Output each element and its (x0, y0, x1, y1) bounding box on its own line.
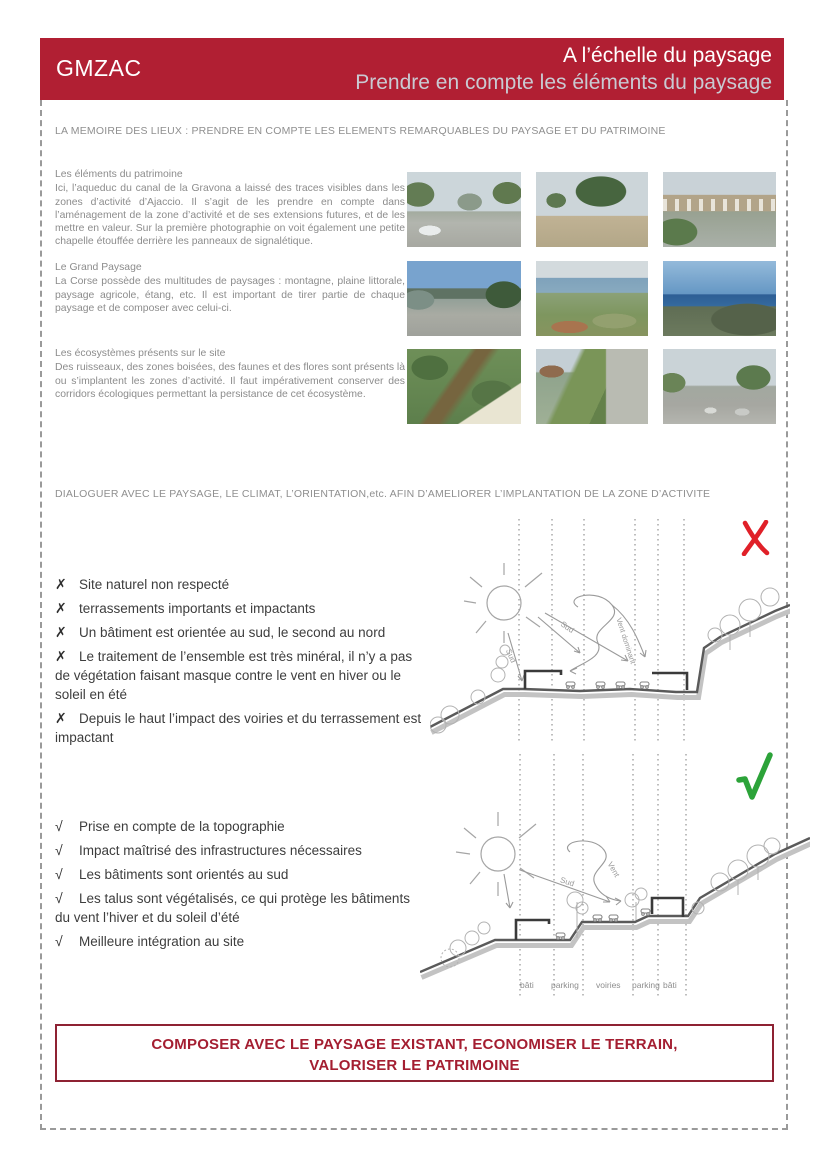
photo-road-mountain-backdrop (407, 261, 521, 336)
photo-stream-dense-vegetation (407, 349, 521, 424)
block-heading: Le Grand Paysage (55, 262, 142, 273)
bad-item: ✗ terrassements importants et impactants (55, 600, 316, 616)
header-title-line2: Prendre en compte les éléments du paysage (355, 71, 772, 94)
header-titles (355, 42, 772, 96)
section-title-dialoguer: DIALOGUER AVEC LE PAYSAGE, LE CLIMAT, L’ORIENTATION,etc. AFIN D’AMELIORER L’IMPLANTATION DE LA ZONE D’ACTIVITE (55, 488, 711, 500)
header-title-line1: A l’échelle du paysage (563, 44, 772, 67)
check-mark-icon: √ (55, 866, 63, 882)
bad-site-section-sketch (430, 515, 790, 747)
cross-mark-icon: ✗ (55, 710, 67, 726)
check-mark-icon: √ (55, 842, 63, 858)
sud-label: Sud (558, 619, 576, 635)
cross-mark-icon: ✗ (55, 648, 67, 664)
good-points-list (55, 817, 425, 956)
check-mark-icon: √ (55, 818, 63, 834)
block-body: Ici, l’aqueduc du canal de la Gravona a laissé des traces visibles dans les zones d’activité d’Ajaccio. Il s’agit de les prendre en compte dans l’aménagement de la zone d’activité et de ses extensions futures, et de les mettre en valeur. Sur la première photographie on voit également une petite chapelle étouffée derrière les panneaux de signalétique. (55, 183, 405, 248)
bad-item: ✗ Un bâtiment est orientée au sud, le second au nord (55, 624, 386, 640)
block-heading: Les éléments du patrimoine (55, 169, 183, 180)
axis-label-bati: bâti (663, 980, 677, 990)
sud-label: Sud (503, 647, 518, 665)
axis-label-voiries: voiries (596, 980, 621, 990)
good-item: √ Prise en compte de la topographie (55, 818, 285, 834)
vent-label: Vent (605, 860, 622, 879)
axis-label-parking: parking (632, 980, 660, 990)
axis-label-bati: bâti (520, 980, 534, 990)
photo-tree-square-seafront (536, 172, 648, 247)
good-item: √ Les talus sont végétalisés, ce qui protège les bâtiments du vent l’hiver et du soleil d’été (55, 890, 410, 925)
cross-mark-icon: ✗ (55, 624, 67, 640)
cross-mark-icon: ✗ (55, 576, 67, 592)
trees-icons (430, 588, 779, 733)
green-check-icon (736, 752, 774, 802)
sud-label: Sud (559, 875, 576, 889)
photo-sea-and-maquis-hills (663, 261, 776, 336)
block-body: La Corse possède des multitudes de paysages : montagne, plaine littorale, paysage agricole, étang, etc. Il est important de tirer partie de chaque paysage et de composer avec celui-ci. (55, 276, 405, 314)
text-block-grand-paysage (55, 261, 405, 315)
text-block-ecosystemes (55, 347, 405, 401)
sun-icon (464, 563, 542, 643)
bad-item: ✗ Depuis le haut l’impact des voiries et du terrassement est impactant (55, 710, 422, 745)
check-mark-icon: √ (55, 890, 63, 906)
photo-gravona-aqueduct (663, 172, 776, 247)
photo-entrance-road-with-signs (407, 172, 521, 247)
footer-slogan-banner (55, 1024, 774, 1082)
photo-green-corridor-along-wall (536, 349, 648, 424)
photo-tree-lined-road-traffic (663, 349, 776, 424)
cars-icons (566, 682, 649, 688)
sun-icon (456, 812, 536, 896)
block-body: Des ruisseaux, des zones boisées, des faunes et des flores sont présents là ou s’implantent les zones d’activité. Il faut impérativement conserver des corridors écologiques permettant la persistance de cet écosystème. (55, 362, 406, 400)
good-item: √ Les bâtiments sont orientés au sud (55, 866, 289, 882)
good-item: √ Impact maîtrisé des infrastructures nécessaires (55, 842, 362, 858)
bad-item: ✗ Site naturel non respecté (55, 576, 230, 592)
photo-coastal-plain-lagoon (536, 261, 648, 336)
footer-slogan-line1: COMPOSER AVEC LE PAYSAGE EXISTANT, ECONOMISER LE TERRAIN, (151, 1036, 678, 1053)
footer-slogan-line2: VALORISER LE PATRIMOINE (309, 1057, 520, 1074)
text-block-patrimoine (55, 168, 405, 249)
check-mark-icon: √ (55, 933, 63, 949)
cross-mark-icon: ✗ (55, 600, 67, 616)
logo-gmzac: GMZAC (56, 55, 142, 81)
block-heading: Les écosystèmes présents sur le site (55, 348, 226, 359)
section-title-memoire: LA MEMOIRE DES LIEUX : PRENDRE EN COMPTE LES ELEMENTS REMARQUABLES DU PAYSAGE ET DU PATRIMOINE (55, 125, 666, 137)
vent-dominant-label: Vent dominant (614, 616, 638, 665)
red-cross-icon (740, 520, 772, 556)
header-banner (40, 38, 784, 100)
axis-label-parking: parking (551, 980, 579, 990)
section-axis-labels (420, 980, 810, 994)
bad-item: ✗ Le traitement de l’ensemble est très minéral, il n’y a pas de végétation faisant masque contre le vent en hiver ou le soleil en été (55, 648, 413, 702)
bad-points-list (55, 575, 425, 752)
good-item: √ Meilleure intégration au site (55, 933, 245, 949)
